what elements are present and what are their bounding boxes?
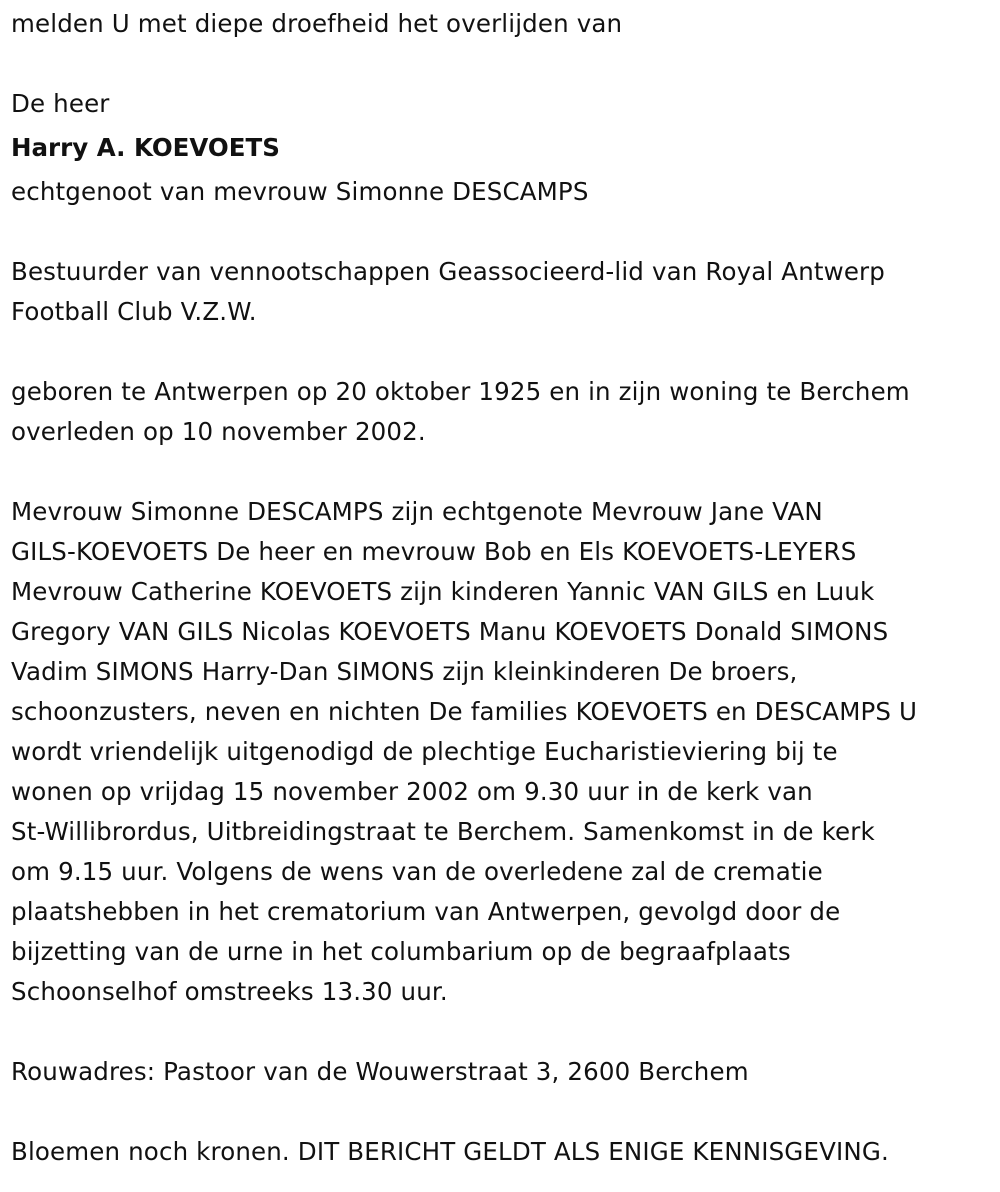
spacer (11, 44, 991, 84)
family-line: wonen op vrijdag 15 november 2002 om 9.30 uur in de kerk van (11, 777, 813, 806)
family-line: Mevrouw Simonne DESCAMPS zijn echtgenote Mevrouw Jane VAN (11, 497, 823, 526)
salutation: De heer (11, 89, 110, 118)
intro-text: melden U met diepe droefheid het overlijden van (11, 9, 623, 38)
family-line: Gregory VAN GILS Nicolas KOEVOETS Manu KOEVOETS Donald SIMONS (11, 617, 889, 646)
spacer (11, 332, 991, 372)
deceased-name: Harry A. KOEVOETS (11, 133, 280, 162)
spacer (11, 1092, 991, 1132)
birth-death-line: overleden op 10 november 2002. (11, 417, 426, 446)
family-line: Schoonselhof omstreeks 13.30 uur. (11, 977, 448, 1006)
spacer (11, 452, 991, 492)
birth-death-line: geboren te Antwerpen op 20 oktober 1925 en in zijn woning te Berchem (11, 377, 910, 406)
family-line: plaatshebben in het crematorium van Antwerpen, gevolgd door de (11, 897, 841, 926)
family-line: Mevrouw Catherine KOEVOETS zijn kinderen Yannic VAN GILS en Luuk (11, 577, 875, 606)
occupation-paragraph (11, 252, 991, 332)
family-paragraph (11, 492, 991, 1012)
family-line: Vadim SIMONS Harry-Dan SIMONS zijn kleinkinderen De broers, (11, 657, 798, 686)
family-line: GILS-KOEVOETS De heer en mevrouw Bob en Els KOEVOETS-LEYERS (11, 537, 857, 566)
family-line: om 9.15 uur. Volgens de wens van de overledene zal de crematie (11, 857, 823, 886)
mourning-address: Rouwadres: Pastoor van de Wouwerstraat 3, 2600 Berchem (11, 1057, 749, 1086)
family-line: bijzetting van de urne in het columbarium op de begraafplaats (11, 937, 791, 966)
occupation-line: Bestuurder van vennootschappen Geassocieerd-lid van Royal Antwerp (11, 257, 885, 286)
spouse-line: echtgenoot van mevrouw Simonne DESCAMPS (11, 177, 589, 206)
occupation-line: Football Club V.Z.W. (11, 297, 257, 326)
birth-death-paragraph (11, 372, 991, 452)
spacer (11, 1012, 991, 1052)
family-line: St-Willibrordus, Uitbreidingstraat te Berchem. Samenkomst in de kerk (11, 817, 875, 846)
death-notice-document (11, 4, 991, 1172)
spacer (11, 212, 991, 252)
family-line: schoonzusters, neven en nichten De families KOEVOETS en DESCAMPS U (11, 697, 918, 726)
family-line: wordt vriendelijk uitgenodigd de plechtige Eucharistieviering bij te (11, 737, 838, 766)
closing-statement: Bloemen noch kronen. DIT BERICHT GELDT ALS ENIGE KENNISGEVING. (11, 1137, 889, 1166)
